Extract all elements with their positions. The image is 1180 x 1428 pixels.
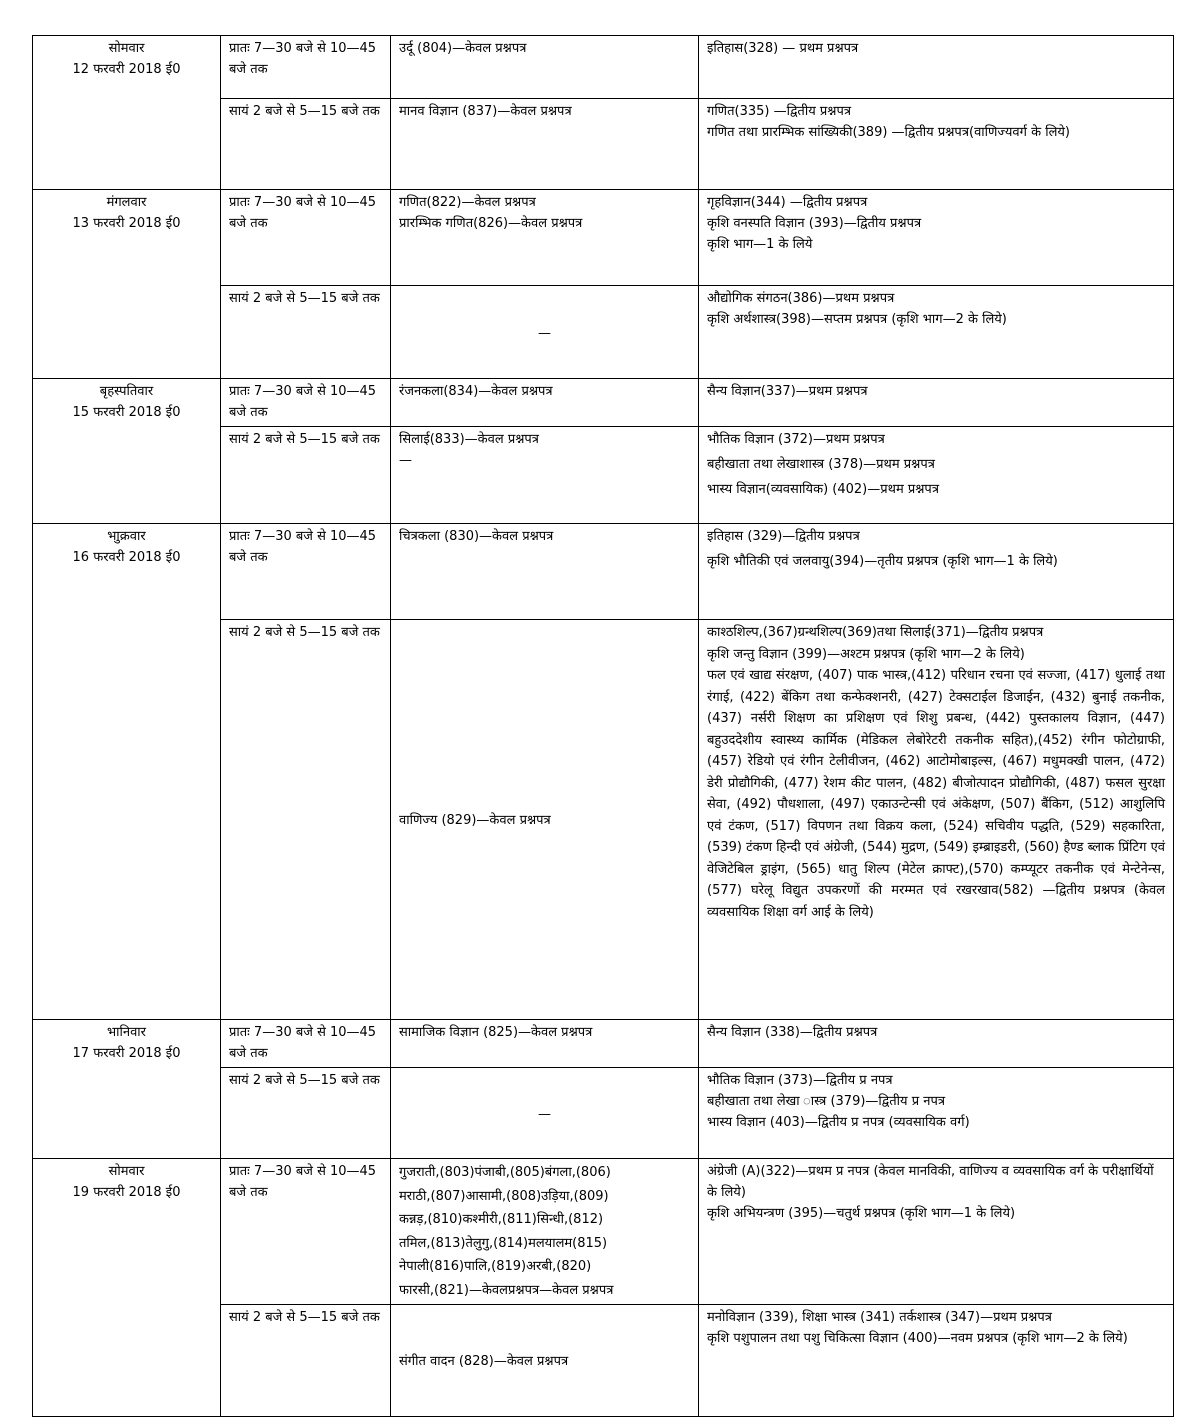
subject-cell [391,1068,699,1159]
subject-line: — [538,325,551,341]
subject-cell [391,190,699,286]
paper-line: गणित(335) —द्वितीय प्रश्नपत्र [707,104,852,119]
day-cell [33,190,221,379]
subject-cell [391,524,699,620]
paper-cell [699,190,1174,286]
exam-date: 12 फरवरी 2018 ई0 [72,62,181,77]
paper-line: कृशि वनस्पति विज्ञान (393)—द्वितीय प्रश्नपत्र [707,216,922,231]
subject-line: प्रारम्भिक गणित(826)—केवल प्रश्नपत्र [399,216,583,231]
time-cell: सायं 2 बजे से 5—15 बजे तक [221,1305,391,1417]
paper-line: इतिहास (329)—द्वितीय प्रश्नपत्र [707,529,860,544]
subject-line: संगीत वादन (828)—केवल प्रश्नपत्र [399,1354,569,1369]
subject-cell [391,1305,699,1417]
day-name: सोमवार [108,1164,145,1179]
subject-line: फारसी,(821)—केवलप्रश्नपत्र—केवल प्रश्नपत्र [399,1282,614,1298]
paper-line: इतिहास(328) — प्रथम प्रश्नपत्र [707,41,859,56]
paper-line: कृशि अर्थशास्त्र(398)—सप्तम प्रश्नपत्र (कृशि भाग—2 के लिये) [707,312,1007,327]
subject-cell [391,99,699,190]
paper-line: भौतिक विज्ञान (373)—द्वितीय प्र नपत्र [707,1073,893,1088]
paper-line: भास्य विज्ञान (403)—द्वितीय प्र नपत्र (व्यवसायिक वर्ग) [707,1115,970,1130]
time-cell: प्रातः 7—30 बजे से 10—45 बजे तक [221,1020,391,1068]
subject-cell [391,427,699,524]
time-cell: सायं 2 बजे से 5—15 बजे तक [221,1068,391,1159]
day-name: भाुक्रवार [107,529,146,544]
subject-line: चित्रकला (830)—केवल प्रश्नपत्र [399,529,554,544]
paper-cell [699,620,1174,1020]
subject-line: उर्दू (804)—केवल प्रश्नपत्र [399,41,527,56]
table-row [33,36,1174,99]
time-cell: प्रातः 7—30 बजे से 10—45 बजे तक [221,1159,391,1305]
paper-line: कृशि अभियन्त्रण (395)—चतुर्थ प्रश्नपत्र (कृशि भाग—1 के लिये) [707,1206,1016,1221]
time-cell: सायं 2 बजे से 5—15 बजे तक [221,99,391,190]
day-name: सोमवार [108,41,145,56]
day-cell [33,1020,221,1159]
paper-line: काश्ठशिल्प,(367)ग्रन्थशिल्प(369)तथा सिलाई(371)—द्वितीय प्रश्नपत्र [707,625,1044,640]
day-cell [33,1159,221,1417]
time-cell: सायं 2 बजे से 5—15 बजे तक [221,620,391,1020]
subject-line: सामाजिक विज्ञान (825)—केवल प्रश्नपत्र [399,1025,593,1040]
subject-line: तमिल,(813)तेलुगु,(814)मलयालम(815) [399,1235,608,1251]
paper-line: बहीखाता तथा लेखाशास्त्र (378)—प्रथम प्रश्नपत्र [707,457,935,472]
table-row [33,379,1174,427]
day-name: मंगलवार [106,195,147,210]
paper-cell [699,1068,1174,1159]
day-cell [33,379,221,524]
day-cell [33,524,221,1020]
subject-line: सिलाई(833)—केवल प्रश्नपत्र— [399,432,539,468]
exam-date: 17 फरवरी 2018 ई0 [72,1046,181,1061]
paper-line: मनोविज्ञान (339), शिक्षा भास्त्र (341) तर्कशास्त्र (347)—प्रथम प्रश्नपत्र [707,1310,1052,1325]
subject-line: गुजराती,(803)पंजाबी,(805)बंगला,(806) [399,1165,611,1180]
paper-line: कृशि भौतिकी एवं जलवायु(394)—तृतीय प्रश्नपत्र (कृशि भाग—1 के लिये) [707,554,1058,569]
subject-line: — [538,1106,551,1122]
exam-date: 16 फरवरी 2018 ई0 [72,550,181,565]
paper-cell [699,1020,1174,1068]
subject-line: गणित(822)—केवल प्रश्नपत्र [399,195,536,210]
paper-cell [699,36,1174,99]
time-cell: सायं 2 बजे से 5—15 बजे तक [221,427,391,524]
paper-cell [699,1159,1174,1305]
table-row [33,1159,1174,1305]
subject-cell [391,1020,699,1068]
paper-line: कृशि जन्तु विज्ञान (399)—अश्टम प्रश्नपत्र (कृशि भाग—2 के लिये) [707,646,1025,662]
paper-cell [699,286,1174,379]
time-cell: प्रातः 7—30 बजे से 10—45 बजे तक [221,524,391,620]
paper-line: कृशि भाग—1 के लिये [707,237,813,252]
time-cell: प्रातः 7—30 बजे से 10—45 बजे तक [221,379,391,427]
exam-date: 15 फरवरी 2018 ई0 [72,405,181,420]
day-name: भानिवार [106,1025,146,1040]
day-cell [33,36,221,190]
subject-cell [391,36,699,99]
paper-line: भौतिक विज्ञान (372)—प्रथम प्रश्नपत्र [707,432,885,447]
paper-line: फल एवं खाद्य संरक्षण, (407) पाक भास्त्र,(412) परिधान रचना एवं सज्जा, (417) धुलाई तथा रंगाई, (422) बेंकिग तथा कन्फेक्शनरी, (427) टेक्सटाईल डिजाईन, (432) बुनाई तकनीक, (437) नर्सरी शिक्षण का प्रशिक्षण एवं शिशु प्रबन्ध, (442) पुस्तकालय विज्ञान, (447) बहुउददेशीय स्वास्थ्य कार्मिक (मेडिकल लेबोरेटरी तकनीक सहित),(452) रंगीन फोटोग्राफी, (457) रेडियो एवं रंगीन टेलीवीजन, (462) आटोमोबाइल्स, (467) मधुमक्खी पालन, (472) डेरी प्रोद्यौगिकी, (477) रेशम कीट पालन, (482) बीजोत्पादन प्रोद्यौगिकी, (487) फसल सुरक्षा सेवा, (492) पौधशाला, (497) एकाउन्टेन्सी एवं अंकेक्षण, (507) बैंकिग, (512) आशुलिपि एवं टंकण, (517) विपणन तथा विक्रय कला, (524) सचिवीय पद्धति, (529) सहकारिता, (539) टंकण हिन्दी एवं अंग्रेजी, (544) मुद्रण, (549) इम्ब्राइडरी, (560) हैण्ड ब्लाक प्रिंटिग एवं वेजिटेबिल ड्राइंग, (565) धातु शिल्प (मेटेल क्राफ्ट),(570) कम्प्यूटर तकनीक एवं मेन्टेनेन्स, (577) घरेलू विद्युत उपकरणों की मरम्मत एवं रखरखाव(582) —द्वितीय प्रश्नपत्र (केवल व्यवसायिक शिक्षा वर्ग आई के लिये) [707,668,1165,920]
paper-cell [699,524,1174,620]
paper-cell [699,99,1174,190]
subject-cell [391,620,699,1020]
table-row [33,190,1174,286]
paper-cell [699,427,1174,524]
subject-line: नेपाली(816)पालि,(819)अरबी,(820) [399,1259,592,1274]
time-cell: प्रातः 7—30 बजे से 10—45 बजे तक [221,190,391,286]
table-row [33,1020,1174,1068]
subject-line: वाणिज्य (829)—केवल प्रश्नपत्र [399,813,551,828]
paper-line: अंग्रेजी (A)(322)—प्रथम प्र नपत्र (केवल मानविकी, वाणिज्य व व्यवसायिक वर्ग के परीक्षार्थियों के लिये) [707,1164,1154,1200]
paper-line: गृहविज्ञान(344) —द्वितीय प्रश्नपत्र [707,195,868,210]
exam-schedule-table [32,35,1174,1417]
subject-line: कन्नड़,(810)कश्मीरी,(811)सिन्धी,(812) [399,1212,604,1227]
subject-cell [391,379,699,427]
paper-line: सैन्य विज्ञान (338)—द्वितीय प्रश्नपत्र [707,1025,878,1040]
subject-line: मराठी,(807)आसामी,(808)उड़िया,(809) [399,1188,609,1204]
paper-line: सैन्य विज्ञान(337)—प्रथम प्रश्नपत्र [707,384,868,399]
subject-line: मानव विज्ञान (837)—केवल प्रश्नपत्र [399,104,572,119]
day-name: बृहस्पतिवार [99,384,154,399]
table-row [33,524,1174,620]
subject-line: रंजनकला(834)—केवल प्रश्नपत्र [399,384,553,399]
time-cell: सायं 2 बजे से 5—15 बजे तक [221,286,391,379]
exam-date: 19 फरवरी 2018 ई0 [72,1185,181,1200]
subject-cell [391,1159,699,1305]
paper-cell [699,1305,1174,1417]
paper-line: बहीखाता तथा लेखा ास्त्र (379)—द्वितीय प्र नपत्र [707,1094,946,1109]
paper-line: औद्योगिक संगठन(386)—प्रथम प्रश्नपत्र [707,291,895,306]
exam-date: 13 फरवरी 2018 ई0 [72,216,181,231]
paper-line: गणित तथा प्रारम्भिक सांख्यिकी(389) —द्वितीय प्रश्नपत्र(वाणिज्यवर्ग के लिये) [707,125,1070,140]
paper-line: कृशि पशुपालन तथा पशु चिकित्सा विज्ञान (400)—नवम प्रश्नपत्र (कृशि भाग—2 के लिये) [707,1331,1128,1346]
time-cell: प्रातः 7—30 बजे से 10—45 बजे तक [221,36,391,99]
subject-cell [391,286,699,379]
paper-cell [699,379,1174,427]
paper-line: भास्य विज्ञान(व्यवसायिक) (402)—प्रथम प्रश्नपत्र [707,482,939,497]
